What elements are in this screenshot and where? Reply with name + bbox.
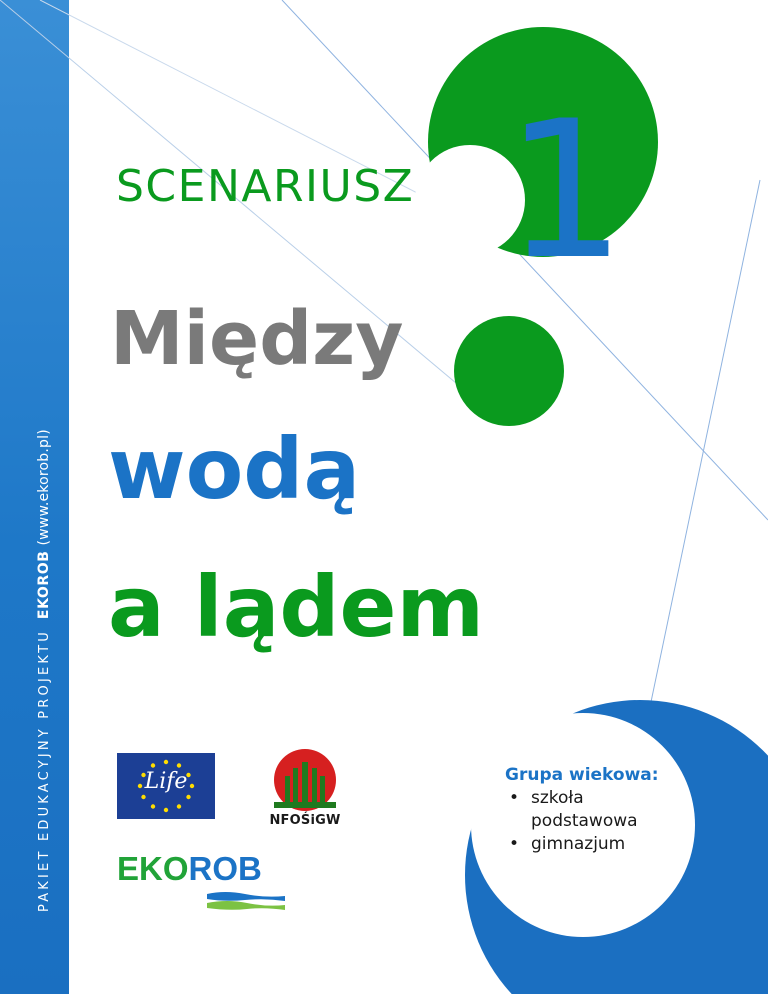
ekorob-eko-text: EKO — [117, 850, 189, 887]
ekorob-logo — [117, 850, 287, 916]
sidebar-lead-text: PAKIET EDUKACYJNY PROJEKTU — [37, 629, 52, 912]
nfosigw-emblem-icon — [268, 748, 342, 812]
scenario-label: SCENARIUSZ — [116, 161, 415, 212]
life-logo-text: Life — [144, 769, 188, 794]
title-line-1: Między — [110, 296, 404, 382]
title-line-2: wodą — [108, 420, 361, 518]
nfosigw-logo — [268, 748, 342, 832]
age-group-box — [505, 765, 681, 856]
age-group-item: • gimnazjum — [505, 833, 681, 856]
scenario-number: 1 — [505, 80, 626, 301]
age-group-title: Grupa wiekowa: — [505, 765, 659, 785]
title-line-3: a lądem — [108, 558, 485, 656]
green-circle-small — [454, 316, 564, 426]
age-group-list — [505, 787, 681, 856]
life-logo — [117, 753, 215, 819]
ekorob-rob-text: ROB — [188, 850, 262, 887]
sidebar-brand-text: EKOROB — [36, 550, 52, 620]
age-group-item: • szkoła podstawowa — [505, 787, 681, 833]
nfosigw-label: NFOŚiGW — [269, 813, 341, 828]
sidebar-url-text: (www.ekorob.pl) — [36, 429, 52, 546]
ekorob-wordmark — [117, 850, 262, 888]
ekorob-waves-icon — [205, 888, 287, 914]
